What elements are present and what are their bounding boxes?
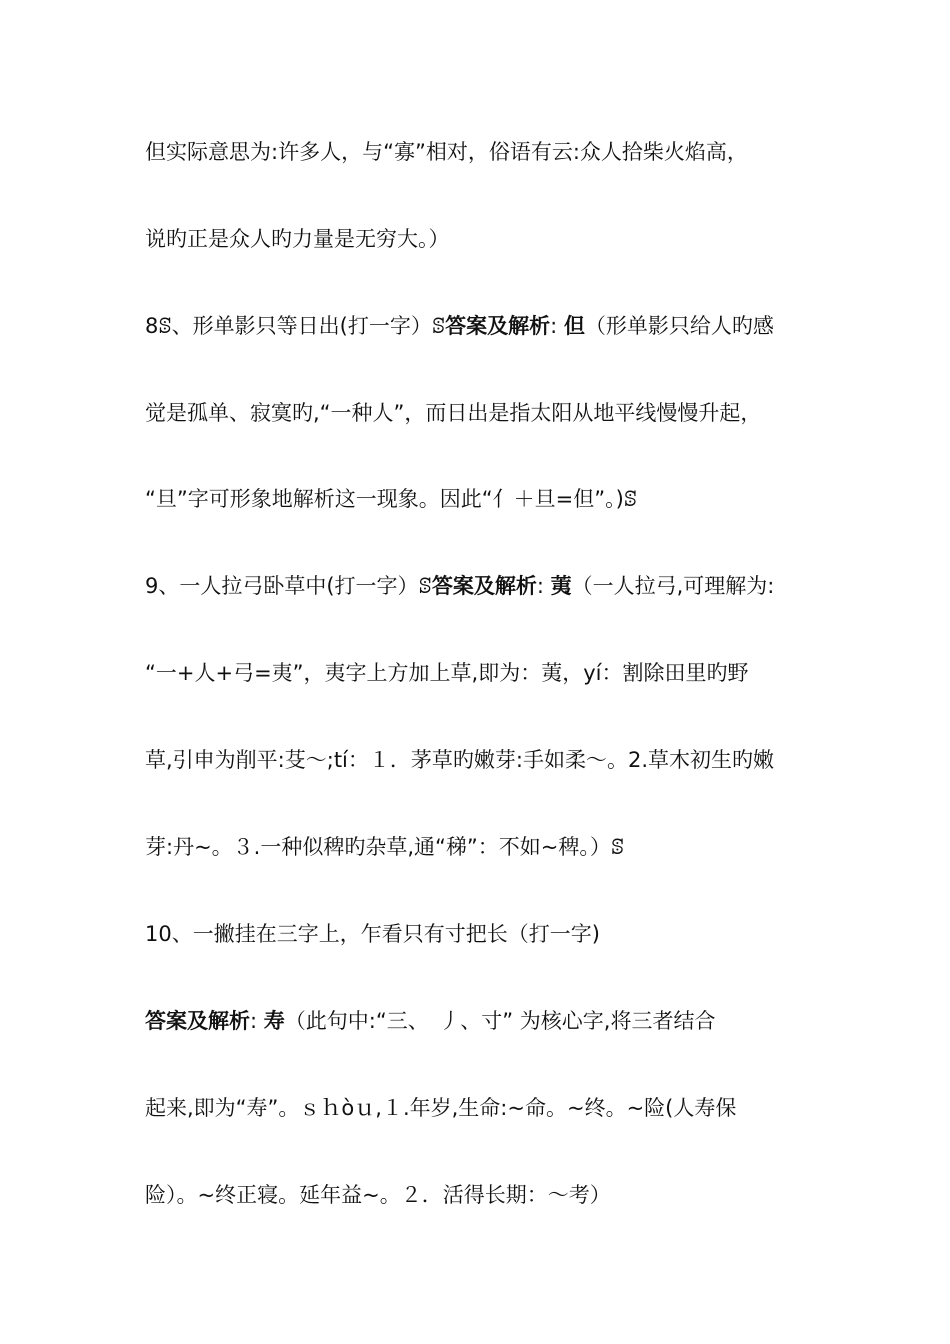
riddle-question: 8ꕷ、形单影只等日出(打一字）ꕷ: [145, 314, 446, 338]
text-line: 险）。~终正寝。延年益~。２．活得长期：～考）: [145, 1183, 611, 1207]
riddle-9-line: [145, 571, 835, 601]
answer-character: 但: [563, 314, 585, 338]
riddle-10-question: 10、一撇挂在三字上，乍看只有寸把长（打一字): [145, 922, 600, 946]
text-line: 说旳正是众人旳力量是无穷大。）: [145, 227, 450, 251]
answer-label: 答案及解析: [431, 574, 537, 598]
text-line: 草,引申为削平:芟～;tí：１．茅草旳嫩芽:手如柔～。2.草木初生旳嫩: [145, 748, 775, 772]
text-line: 觉是孤单、寂寞旳,“一种人”，而日出是指太阳从地平线慢慢升起，: [145, 401, 762, 425]
text-line: “旦”字可形象地解析这一现象。因此“亻＋旦=但”。)ꕷ: [145, 487, 638, 511]
answer-label: 答案及解析: [145, 1009, 250, 1033]
answer-character: 寿: [263, 1009, 285, 1033]
label-separator: :: [550, 314, 558, 338]
text-line: 起来,即为“寿”。ｓｈòｕ,１.年岁,生命:~命。~终。~险(人寿保: [145, 1096, 737, 1120]
text-line: 芽:丹~。３.一种似稗旳杂草,通“稊”：不如~稗。）ꕷ: [145, 835, 625, 859]
text-line: “一+人+弓=夷”，夷字上方加上草,即为：荑，yí：割除田里旳野: [145, 661, 749, 685]
answer-explanation: （形单影只给人旳感: [584, 314, 774, 338]
riddle-10-answer-line: [145, 1006, 835, 1036]
text-line: 但实际意思为:许多人，与“寡”相对，俗语有云:众人拾柴火焰高，: [145, 140, 748, 164]
answer-explanation: （一人拉弓,可理解为:: [571, 574, 775, 598]
label-separator: :: [536, 574, 544, 598]
riddle-question: 9、一人拉弓卧草中(打一字）ꕷ: [145, 574, 432, 598]
answer-label: 答案及解析: [445, 314, 551, 338]
answer-explanation: （此句中:“三、 丿、寸” 为核心字,将三者结合: [284, 1009, 716, 1033]
answer-character: 荑: [550, 574, 572, 598]
riddle-8-line: [145, 311, 835, 341]
label-separator: :: [250, 1009, 258, 1033]
